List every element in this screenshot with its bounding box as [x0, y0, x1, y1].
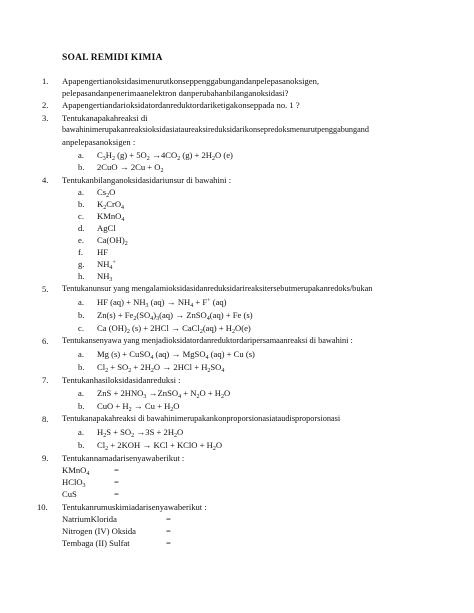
equals-sign: =	[114, 489, 119, 499]
option-letter: a.	[78, 187, 84, 197]
reaction-equation: $Cl_2 + SO_2 + 2H_2O \to 2HCl + H_2SO_4$	[97, 362, 225, 374]
question-8-text: Tentukanapakahreaksi di bawahinimerupakankonproporsionasiataudisproporsionasi	[62, 414, 341, 423]
question-10-text: Tentukanrumuskimiadarisenyawaberikut :	[62, 502, 207, 512]
option-letter: b.	[78, 162, 85, 172]
question-3-text-cont2: anpelepasanoksigen :	[62, 137, 136, 147]
question-6-text: Tentukansenyawa yang menjadioksidatordanreduktordaripersamaanreaksi di bawahini :	[62, 336, 353, 345]
compound-name-prompt: HClO$_3$	[62, 477, 86, 489]
arrow-icon: →	[136, 427, 146, 437]
option-letter: c.	[78, 211, 84, 221]
question-3-text: Tentukanapakahreaksi di	[62, 113, 148, 123]
question-3-text-cont: bawahinimerupakanreaksioksidasiataureaksireduksidarikonsepredoksmenurutpenggabungand	[62, 125, 369, 134]
arrow-icon: →	[166, 297, 176, 307]
reaction-equation: HF $(aq) + NH_3$ $(aq) \to NH_4 + F^+$ (aq)	[97, 297, 227, 309]
question-1-number: 1.	[42, 76, 49, 86]
question-3-number: 3.	[42, 113, 49, 123]
option-letter: b.	[78, 362, 85, 372]
option-letter: g.	[78, 259, 85, 269]
compound-name-prompt: KMnO$_4$	[62, 465, 90, 477]
reaction-equation: Mg (s) + CuSO$_4$ (aq) → MgSO$_4$ (aq) + Cu (s)	[97, 349, 255, 361]
document-title: SOAL REMIDI KIMIA	[62, 53, 163, 63]
option-letter: e.	[78, 235, 84, 245]
equals-sign: =	[166, 526, 171, 536]
compound: $Cs_2O$	[97, 187, 116, 199]
option-letter: c.	[78, 323, 84, 333]
formula-prompt: Tembaga (II) Sulfat	[62, 538, 130, 548]
arrow-icon: →	[148, 388, 158, 398]
equals-sign: =	[114, 465, 119, 475]
compound: HF	[97, 247, 108, 257]
question-6-number: 6.	[42, 336, 49, 346]
option-letter: b.	[78, 401, 85, 411]
formula-prompt: NatriumKlorida	[62, 514, 117, 524]
equals-sign: =	[166, 514, 171, 524]
compound: AgCl	[97, 223, 116, 233]
arrow-icon: →	[119, 162, 129, 172]
option-letter: a.	[78, 427, 84, 437]
compound: KMnO$_4$	[97, 211, 125, 223]
question-7-text: Tentukanhasiloksidasidanreduksi :	[62, 375, 181, 385]
reaction-equation: $Cl_2 + 2KOH$ → KCl + KClO + $H_2O$	[97, 440, 223, 452]
question-5-number: 5.	[42, 284, 49, 294]
arrow-icon: →	[151, 150, 161, 160]
arrow-icon: →	[171, 349, 181, 359]
option-letter: d.	[78, 223, 85, 233]
option-letter: a.	[78, 388, 84, 398]
option-letter: a.	[78, 349, 84, 359]
arrow-icon: →	[175, 310, 185, 320]
reaction-equation: $H_2S + SO_2 \to 3S + 2H_2O$	[97, 427, 184, 439]
option-letter: b.	[78, 310, 85, 320]
compound: $Ca(OH)_2$	[97, 235, 128, 247]
option-letter: f.	[78, 247, 84, 257]
arrow-icon: →	[162, 362, 172, 372]
arrow-icon: →	[142, 440, 152, 450]
compound-name-prompt: CuS	[62, 489, 77, 499]
reaction-equation: Ca $(OH)_2$ (s) + 2HCl → CaCl$_2$(aq) + $H_2O(e)$	[97, 323, 251, 335]
question-4-number: 4.	[42, 175, 49, 185]
question-1-text: Apapengertianoksidasimenurutkonseppenggabungandanpelepasanoksigen,	[62, 76, 320, 86]
reaction-equation: $C_3H_2$ $(g) + 5O_2 \to 4CO_2$ $(g) + 2H_2O$ (e)	[97, 150, 233, 162]
question-1-text-cont: pelepasandanpenerimaanelektron danperubahanbilanganoksidasi?	[62, 88, 289, 98]
compound: $NH_3$	[97, 271, 113, 283]
question-2-number: 2.	[42, 100, 49, 110]
question-5-text: Tentukanunsur yang mengalamioksidasidanreduksidarireaksitersebutmerupakanredoks/bukan	[62, 284, 373, 293]
option-letter: a.	[78, 150, 84, 160]
formula-prompt: Nitrogen (IV) Oksida	[62, 526, 136, 536]
compound: $NH_4^+$	[97, 259, 116, 271]
question-4-text: Tentukanbilanganoksidasidariunsur di bawahini :	[62, 175, 232, 185]
reaction-equation: $Zn(s) + Fe_2(SO_4)_3(aq)$ → ZnSO$_4$(aq) + Fe (s)	[97, 310, 253, 322]
compound: $K_2CrO_4$	[97, 199, 125, 211]
question-2-text: Apapengertiandarioksidatordanreduktordariketigakonseppada no. 1 ?	[62, 100, 300, 110]
question-9-number: 9.	[42, 453, 49, 463]
arrow-icon: →	[133, 401, 143, 411]
option-letter: b.	[78, 440, 85, 450]
option-letter: h.	[78, 271, 85, 281]
reaction-equation: ZnS + $2HNO_3$ →ZnSO$_4$ + $N_2O + H_2O$	[97, 388, 231, 400]
arrow-icon: →	[170, 323, 180, 333]
equals-sign: =	[166, 538, 171, 548]
question-7-number: 7.	[42, 375, 49, 385]
option-letter: b.	[78, 199, 85, 209]
reaction-equation: CuO + $H_2 \to Cu + H_2O$	[97, 401, 180, 413]
option-letter: a.	[78, 297, 84, 307]
question-8-number: 8.	[42, 414, 49, 424]
question-9-text: Tentukannamadarisenyawaberikut :	[62, 453, 185, 463]
reaction-equation: $2CuO \to 2Cu + O_2$	[97, 162, 164, 174]
question-10-number: 10.	[37, 502, 48, 512]
equals-sign: =	[114, 477, 119, 487]
